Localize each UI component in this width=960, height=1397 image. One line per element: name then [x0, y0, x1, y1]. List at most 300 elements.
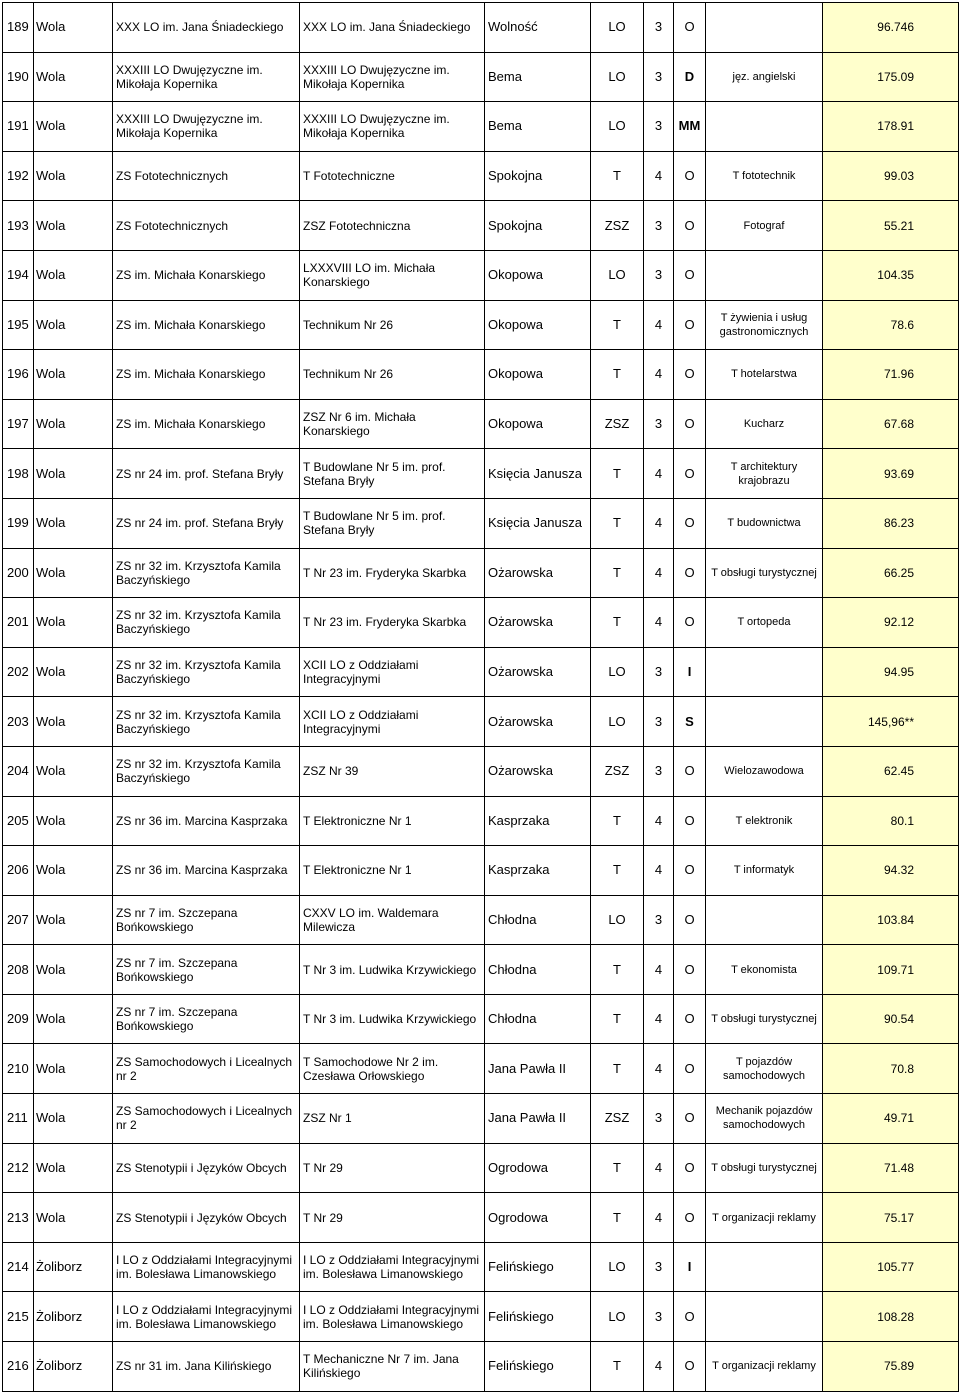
- school-type-cell: T: [591, 994, 644, 1044]
- points-cell: 93.69: [823, 449, 959, 499]
- points-cell: 145,96**: [823, 697, 959, 747]
- school-type-cell: LO: [591, 250, 644, 300]
- specialization-cell: T organizacji reklamy: [706, 1193, 823, 1243]
- school-name-cell: T Elektroniczne Nr 1: [300, 846, 485, 896]
- years-cell: 4: [644, 548, 674, 598]
- street-cell: Okopowa: [485, 350, 591, 400]
- school-type-cell: LO: [591, 1292, 644, 1342]
- points-cell: 78.6: [823, 300, 959, 350]
- table-row: [3, 449, 959, 499]
- row-number: 199: [3, 498, 34, 548]
- class-profile-code-cell: O: [674, 350, 706, 400]
- school-name-cell: Technikum Nr 26: [300, 350, 485, 400]
- school-name-cell: I LO z Oddziałami Integracyjnymi im. Bolesława Limanowskiego: [300, 1292, 485, 1342]
- row-number: 191: [3, 102, 34, 152]
- district-cell: Wola: [34, 895, 113, 945]
- table-row: [3, 746, 959, 796]
- class-profile-code-cell: MM: [674, 102, 706, 152]
- class-profile-code-cell: O: [674, 3, 706, 53]
- street-cell: Księcia Janusza: [485, 498, 591, 548]
- years-cell: 4: [644, 598, 674, 648]
- school-type-cell: ZSZ: [591, 1094, 644, 1144]
- school-complex-cell: ZS Stenotypii i Języków Obcych: [113, 1193, 300, 1243]
- row-number: 189: [3, 3, 34, 53]
- district-cell: Wola: [34, 1094, 113, 1144]
- specialization-cell: jęz. angielski: [706, 52, 823, 102]
- points-cell: 67.68: [823, 399, 959, 449]
- school-name-cell: XCII LO z Oddziałami Integracyjnymi: [300, 647, 485, 697]
- school-complex-cell: ZS nr 31 im. Jana Kilińskiego: [113, 1342, 300, 1392]
- school-name-cell: T Nr 29: [300, 1143, 485, 1193]
- specialization-cell: Kucharz: [706, 399, 823, 449]
- street-cell: Bema: [485, 102, 591, 152]
- school-name-cell: T Mechaniczne Nr 7 im. Jana Kilińskiego: [300, 1342, 485, 1392]
- row-number: 203: [3, 697, 34, 747]
- street-cell: Felińskiego: [485, 1242, 591, 1292]
- table-row: [3, 1193, 959, 1243]
- specialization-cell: [706, 647, 823, 697]
- years-cell: 3: [644, 1242, 674, 1292]
- school-complex-cell: XXXIII LO Dwujęzyczne im. Mikołaja Kopernika: [113, 102, 300, 152]
- row-number: 213: [3, 1193, 34, 1243]
- table-row: [3, 151, 959, 201]
- table-row: [3, 102, 959, 152]
- school-complex-cell: ZS nr 32 im. Krzysztofa Kamila Baczyńskiego: [113, 647, 300, 697]
- street-cell: Chłodna: [485, 895, 591, 945]
- row-number: 209: [3, 994, 34, 1044]
- table-row: [3, 1242, 959, 1292]
- points-cell: 75.89: [823, 1342, 959, 1392]
- years-cell: 4: [644, 498, 674, 548]
- class-profile-code-cell: O: [674, 895, 706, 945]
- years-cell: 4: [644, 151, 674, 201]
- row-number: 200: [3, 548, 34, 598]
- table-row: [3, 3, 959, 53]
- specialization-cell: T informatyk: [706, 846, 823, 896]
- specialization-cell: T obsługi turystycznej: [706, 1143, 823, 1193]
- street-cell: Okopowa: [485, 250, 591, 300]
- street-cell: Ogrodowa: [485, 1193, 591, 1243]
- table-row: [3, 1044, 959, 1094]
- specialization-cell: T elektronik: [706, 796, 823, 846]
- row-number: 192: [3, 151, 34, 201]
- admissions-table: [2, 2, 959, 1392]
- table-row: [3, 647, 959, 697]
- class-profile-code-cell: I: [674, 647, 706, 697]
- specialization-cell: [706, 895, 823, 945]
- school-type-cell: LO: [591, 895, 644, 945]
- points-cell: 86.23: [823, 498, 959, 548]
- district-cell: Wola: [34, 350, 113, 400]
- district-cell: Wola: [34, 151, 113, 201]
- table-row: [3, 1342, 959, 1392]
- class-profile-code-cell: O: [674, 1044, 706, 1094]
- school-type-cell: ZSZ: [591, 399, 644, 449]
- points-cell: 94.95: [823, 647, 959, 697]
- row-number: 212: [3, 1143, 34, 1193]
- street-cell: Okopowa: [485, 300, 591, 350]
- district-cell: Wola: [34, 449, 113, 499]
- specialization-cell: [706, 102, 823, 152]
- school-type-cell: T: [591, 1044, 644, 1094]
- points-cell: 71.96: [823, 350, 959, 400]
- school-type-cell: LO: [591, 697, 644, 747]
- table-row: [3, 994, 959, 1044]
- class-profile-code-cell: O: [674, 994, 706, 1044]
- years-cell: 4: [644, 350, 674, 400]
- row-number: 205: [3, 796, 34, 846]
- years-cell: 3: [644, 895, 674, 945]
- row-number: 197: [3, 399, 34, 449]
- specialization-cell: T żywienia i usług gastronomicznych: [706, 300, 823, 350]
- points-cell: 178.91: [823, 102, 959, 152]
- school-complex-cell: ZS nr 32 im. Krzysztofa Kamila Baczyńskiego: [113, 746, 300, 796]
- years-cell: 3: [644, 697, 674, 747]
- school-name-cell: T Elektroniczne Nr 1: [300, 796, 485, 846]
- school-name-cell: Technikum Nr 26: [300, 300, 485, 350]
- class-profile-code-cell: O: [674, 201, 706, 251]
- street-cell: Okopowa: [485, 399, 591, 449]
- street-cell: Jana Pawła II: [485, 1044, 591, 1094]
- district-cell: Wola: [34, 250, 113, 300]
- table-row: [3, 945, 959, 995]
- specialization-cell: [706, 1242, 823, 1292]
- school-type-cell: ZSZ: [591, 201, 644, 251]
- specialization-cell: Mechanik pojazdów samochodowych: [706, 1094, 823, 1144]
- school-type-cell: T: [591, 498, 644, 548]
- school-complex-cell: ZS nr 36 im. Marcina Kasprzaka: [113, 796, 300, 846]
- school-type-cell: T: [591, 1342, 644, 1392]
- street-cell: Jana Pawła II: [485, 1094, 591, 1144]
- years-cell: 4: [644, 1143, 674, 1193]
- school-type-cell: T: [591, 846, 644, 896]
- years-cell: 4: [644, 945, 674, 995]
- years-cell: 3: [644, 201, 674, 251]
- school-name-cell: T Nr 3 im. Ludwika Krzywickiego: [300, 994, 485, 1044]
- points-cell: 75.17: [823, 1193, 959, 1243]
- class-profile-code-cell: S: [674, 697, 706, 747]
- points-cell: 109.71: [823, 945, 959, 995]
- row-number: 190: [3, 52, 34, 102]
- class-profile-code-cell: O: [674, 250, 706, 300]
- points-cell: 55.21: [823, 201, 959, 251]
- row-number: 202: [3, 647, 34, 697]
- school-complex-cell: ZS Samochodowych i Licealnych nr 2: [113, 1044, 300, 1094]
- points-cell: 99.03: [823, 151, 959, 201]
- years-cell: 3: [644, 647, 674, 697]
- street-cell: Ożarowska: [485, 697, 591, 747]
- years-cell: 3: [644, 1094, 674, 1144]
- class-profile-code-cell: O: [674, 449, 706, 499]
- years-cell: 3: [644, 52, 674, 102]
- specialization-cell: T organizacji reklamy: [706, 1342, 823, 1392]
- specialization-cell: T budownictwa: [706, 498, 823, 548]
- specialization-cell: T ekonomista: [706, 945, 823, 995]
- class-profile-code-cell: D: [674, 52, 706, 102]
- class-profile-code-cell: O: [674, 1143, 706, 1193]
- table-row: [3, 697, 959, 747]
- school-name-cell: CXXV LO im. Waldemara Milewicza: [300, 895, 485, 945]
- years-cell: 4: [644, 1044, 674, 1094]
- district-cell: Wola: [34, 399, 113, 449]
- years-cell: 4: [644, 1342, 674, 1392]
- points-cell: 66.25: [823, 548, 959, 598]
- specialization-cell: T hotelarstwa: [706, 350, 823, 400]
- row-number: 196: [3, 350, 34, 400]
- street-cell: Kasprzaka: [485, 796, 591, 846]
- school-type-cell: T: [591, 945, 644, 995]
- district-cell: Wola: [34, 994, 113, 1044]
- district-cell: Wola: [34, 201, 113, 251]
- street-cell: Spokojna: [485, 201, 591, 251]
- class-profile-code-cell: O: [674, 399, 706, 449]
- row-number: 216: [3, 1342, 34, 1392]
- class-profile-code-cell: O: [674, 846, 706, 896]
- specialization-cell: [706, 3, 823, 53]
- district-cell: Wola: [34, 846, 113, 896]
- points-cell: 103.84: [823, 895, 959, 945]
- points-cell: 94.32: [823, 846, 959, 896]
- table-row: [3, 1094, 959, 1144]
- points-cell: 70.8: [823, 1044, 959, 1094]
- district-cell: Wola: [34, 647, 113, 697]
- school-name-cell: ZSZ Fototechniczna: [300, 201, 485, 251]
- years-cell: 4: [644, 994, 674, 1044]
- class-profile-code-cell: O: [674, 1342, 706, 1392]
- specialization-cell: Fotograf: [706, 201, 823, 251]
- school-complex-cell: XXX LO im. Jana Śniadeckiego: [113, 3, 300, 53]
- district-cell: Wola: [34, 796, 113, 846]
- district-cell: Żoliborz: [34, 1292, 113, 1342]
- street-cell: Ożarowska: [485, 548, 591, 598]
- points-cell: 49.71: [823, 1094, 959, 1144]
- school-complex-cell: ZS im. Michała Konarskiego: [113, 399, 300, 449]
- school-type-cell: LO: [591, 52, 644, 102]
- class-profile-code-cell: O: [674, 300, 706, 350]
- school-name-cell: T Nr 23 im. Fryderyka Skarbka: [300, 598, 485, 648]
- district-cell: Wola: [34, 52, 113, 102]
- row-number: 206: [3, 846, 34, 896]
- district-cell: Żoliborz: [34, 1242, 113, 1292]
- years-cell: 3: [644, 3, 674, 53]
- school-name-cell: LXXXVIII LO im. Michała Konarskiego: [300, 250, 485, 300]
- points-cell: 62.45: [823, 746, 959, 796]
- school-type-cell: LO: [591, 1242, 644, 1292]
- table-row: [3, 1292, 959, 1342]
- school-complex-cell: ZS Fototechnicznych: [113, 151, 300, 201]
- school-type-cell: T: [591, 449, 644, 499]
- table-row: [3, 201, 959, 251]
- points-cell: 108.28: [823, 1292, 959, 1342]
- school-complex-cell: I LO z Oddziałami Integracyjnymi im. Bolesława Limanowskiego: [113, 1292, 300, 1342]
- street-cell: Felińskiego: [485, 1292, 591, 1342]
- table-row: [3, 1143, 959, 1193]
- row-number: 204: [3, 746, 34, 796]
- school-complex-cell: ZS nr 7 im. Szczepana Bońkowskiego: [113, 945, 300, 995]
- school-complex-cell: ZS im. Michała Konarskiego: [113, 300, 300, 350]
- school-complex-cell: ZS Fototechnicznych: [113, 201, 300, 251]
- school-type-cell: T: [591, 350, 644, 400]
- district-cell: Wola: [34, 300, 113, 350]
- school-name-cell: T Samochodowe Nr 2 im. Czesława Orłowskiego: [300, 1044, 485, 1094]
- years-cell: 3: [644, 1292, 674, 1342]
- points-cell: 80.1: [823, 796, 959, 846]
- school-type-cell: LO: [591, 102, 644, 152]
- district-cell: Wola: [34, 1193, 113, 1243]
- school-type-cell: T: [591, 796, 644, 846]
- row-number: 207: [3, 895, 34, 945]
- school-complex-cell: ZS nr 24 im. prof. Stefana Bryły: [113, 498, 300, 548]
- school-name-cell: I LO z Oddziałami Integracyjnymi im. Bolesława Limanowskiego: [300, 1242, 485, 1292]
- table-row: [3, 399, 959, 449]
- specialization-cell: T ortopeda: [706, 598, 823, 648]
- specialization-cell: T obsługi turystycznej: [706, 548, 823, 598]
- row-number: 211: [3, 1094, 34, 1144]
- school-type-cell: T: [591, 548, 644, 598]
- school-complex-cell: ZS nr 32 im. Krzysztofa Kamila Baczyńskiego: [113, 548, 300, 598]
- table-row: [3, 52, 959, 102]
- school-name-cell: T Fototechniczne: [300, 151, 485, 201]
- points-cell: 96.746: [823, 3, 959, 53]
- school-name-cell: T Budowlane Nr 5 im. prof. Stefana Bryły: [300, 498, 485, 548]
- row-number: 198: [3, 449, 34, 499]
- table-body: [3, 3, 959, 1392]
- street-cell: Księcia Janusza: [485, 449, 591, 499]
- street-cell: Ożarowska: [485, 598, 591, 648]
- school-type-cell: T: [591, 1193, 644, 1243]
- years-cell: 4: [644, 1193, 674, 1243]
- row-number: 193: [3, 201, 34, 251]
- district-cell: Wola: [34, 1143, 113, 1193]
- district-cell: Wola: [34, 498, 113, 548]
- school-name-cell: XXXIII LO Dwujęzyczne im. Mikołaja Kopernika: [300, 52, 485, 102]
- street-cell: Kasprzaka: [485, 846, 591, 896]
- school-complex-cell: ZS nr 24 im. prof. Stefana Bryły: [113, 449, 300, 499]
- class-profile-code-cell: O: [674, 1193, 706, 1243]
- street-cell: Felińskiego: [485, 1342, 591, 1392]
- street-cell: Wolność: [485, 3, 591, 53]
- school-complex-cell: ZS Stenotypii i Języków Obcych: [113, 1143, 300, 1193]
- row-number: 215: [3, 1292, 34, 1342]
- street-cell: Chłodna: [485, 945, 591, 995]
- years-cell: 4: [644, 300, 674, 350]
- street-cell: Ogrodowa: [485, 1143, 591, 1193]
- class-profile-code-cell: O: [674, 945, 706, 995]
- school-type-cell: T: [591, 300, 644, 350]
- specialization-cell: Wielozawodowa: [706, 746, 823, 796]
- class-profile-code-cell: O: [674, 151, 706, 201]
- district-cell: Wola: [34, 548, 113, 598]
- years-cell: 3: [644, 399, 674, 449]
- years-cell: 3: [644, 250, 674, 300]
- table-row: [3, 250, 959, 300]
- street-cell: Ożarowska: [485, 647, 591, 697]
- school-name-cell: ZSZ Nr 1: [300, 1094, 485, 1144]
- school-type-cell: T: [591, 151, 644, 201]
- class-profile-code-cell: O: [674, 548, 706, 598]
- district-cell: Żoliborz: [34, 1342, 113, 1392]
- table-row: [3, 548, 959, 598]
- street-cell: Chłodna: [485, 994, 591, 1044]
- points-cell: 105.77: [823, 1242, 959, 1292]
- table-row: [3, 846, 959, 896]
- table-row: [3, 300, 959, 350]
- points-cell: 92.12: [823, 598, 959, 648]
- class-profile-code-cell: O: [674, 796, 706, 846]
- school-name-cell: XXXIII LO Dwujęzyczne im. Mikołaja Kopernika: [300, 102, 485, 152]
- school-complex-cell: ZS nr 32 im. Krzysztofa Kamila Baczyńskiego: [113, 598, 300, 648]
- district-cell: Wola: [34, 697, 113, 747]
- specialization-cell: T pojazdów samochodowych: [706, 1044, 823, 1094]
- school-complex-cell: ZS nr 36 im. Marcina Kasprzaka: [113, 846, 300, 896]
- school-type-cell: LO: [591, 3, 644, 53]
- district-cell: Wola: [34, 1044, 113, 1094]
- school-complex-cell: ZS nr 7 im. Szczepana Bońkowskiego: [113, 895, 300, 945]
- school-name-cell: T Budowlane Nr 5 im. prof. Stefana Bryły: [300, 449, 485, 499]
- school-name-cell: T Nr 29: [300, 1193, 485, 1243]
- table-row: [3, 498, 959, 548]
- school-complex-cell: ZS im. Michała Konarskiego: [113, 350, 300, 400]
- years-cell: 4: [644, 796, 674, 846]
- class-profile-code-cell: O: [674, 1094, 706, 1144]
- specialization-cell: [706, 250, 823, 300]
- specialization-cell: T architektury krajobrazu: [706, 449, 823, 499]
- class-profile-code-cell: I: [674, 1242, 706, 1292]
- class-profile-code-cell: O: [674, 1292, 706, 1342]
- row-number: 201: [3, 598, 34, 648]
- school-name-cell: XCII LO z Oddziałami Integracyjnymi: [300, 697, 485, 747]
- points-cell: 175.09: [823, 52, 959, 102]
- row-number: 195: [3, 300, 34, 350]
- row-number: 210: [3, 1044, 34, 1094]
- specialization-cell: T fototechnik: [706, 151, 823, 201]
- table-row: [3, 350, 959, 400]
- row-number: 214: [3, 1242, 34, 1292]
- school-name-cell: T Nr 23 im. Fryderyka Skarbka: [300, 548, 485, 598]
- years-cell: 4: [644, 449, 674, 499]
- school-name-cell: T Nr 3 im. Ludwika Krzywickiego: [300, 945, 485, 995]
- school-type-cell: T: [591, 1143, 644, 1193]
- years-cell: 4: [644, 846, 674, 896]
- school-name-cell: ZSZ Nr 6 im. Michała Konarskiego: [300, 399, 485, 449]
- years-cell: 3: [644, 102, 674, 152]
- district-cell: Wola: [34, 102, 113, 152]
- years-cell: 3: [644, 746, 674, 796]
- school-complex-cell: ZS nr 7 im. Szczepana Bońkowskiego: [113, 994, 300, 1044]
- class-profile-code-cell: O: [674, 498, 706, 548]
- school-name-cell: ZSZ Nr 39: [300, 746, 485, 796]
- school-type-cell: T: [591, 598, 644, 648]
- district-cell: Wola: [34, 3, 113, 53]
- class-profile-code-cell: O: [674, 598, 706, 648]
- school-complex-cell: XXXIII LO Dwujęzyczne im. Mikołaja Kopernika: [113, 52, 300, 102]
- specialization-cell: [706, 697, 823, 747]
- table-row: [3, 796, 959, 846]
- street-cell: Ożarowska: [485, 746, 591, 796]
- table-row: [3, 598, 959, 648]
- points-cell: 90.54: [823, 994, 959, 1044]
- school-type-cell: ZSZ: [591, 746, 644, 796]
- street-cell: Spokojna: [485, 151, 591, 201]
- specialization-cell: [706, 1292, 823, 1342]
- school-complex-cell: ZS im. Michała Konarskiego: [113, 250, 300, 300]
- table-row: [3, 895, 959, 945]
- street-cell: Bema: [485, 52, 591, 102]
- row-number: 194: [3, 250, 34, 300]
- district-cell: Wola: [34, 746, 113, 796]
- district-cell: Wola: [34, 598, 113, 648]
- school-complex-cell: ZS nr 32 im. Krzysztofa Kamila Baczyńskiego: [113, 697, 300, 747]
